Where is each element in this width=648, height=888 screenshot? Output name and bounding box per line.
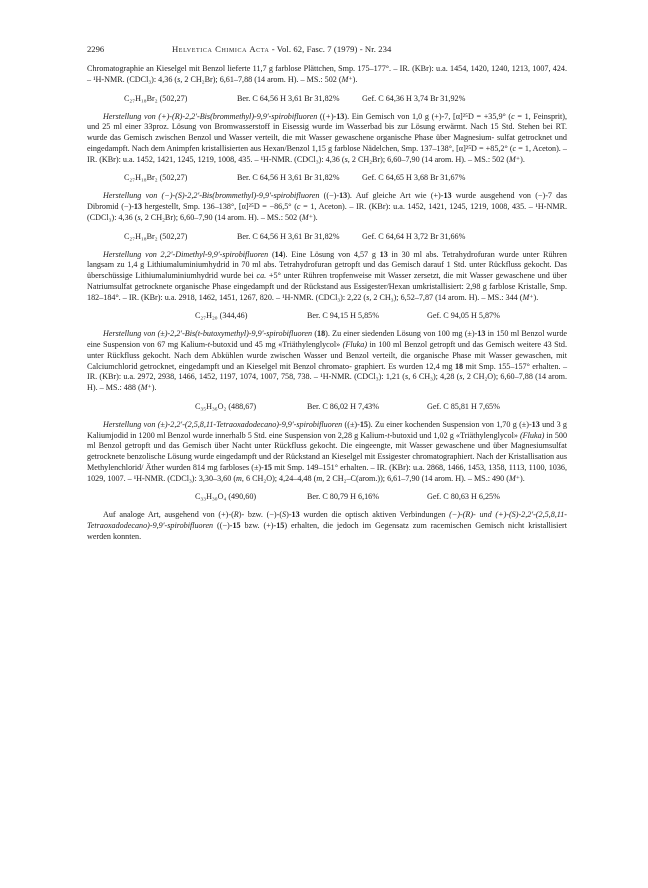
analysis-formula: C₂₇H₁₈Br₂ (502,27) <box>124 173 188 183</box>
italic-text: s <box>137 212 141 222</box>
italic-text: s <box>177 74 181 84</box>
text-run: zwischen Benzol und Wasser verteilt, die mit Wasser gewaschene organische Phase über Magnesium- <box>155 133 495 142</box>
italic-text: (Fluka) <box>342 340 368 349</box>
text-run: , 2 CH₂O); 6,60–7,88 (14 arom. <box>462 372 568 382</box>
text-run: -butoxid und 1,02 g «Triäthylenglycol» <box>389 430 520 440</box>
italic-text: + <box>325 111 331 121</box>
text-run: mit Smp. 149–151° erhalten. – IR. (KBr): u.a. 2868, 1466, 1453, <box>271 462 487 472</box>
italic-text: Herstellung von 2,2′-Dimethyl-9,9′-spirobifluoren <box>103 249 269 259</box>
analysis-found: Gef. C 64,64 H 3,72 Br 31,66% <box>362 231 466 241</box>
text-run: = 1, Aceton). – IR. (KBr): u.a. 1452, 1421, 1245, 1219, 1008, 435. – ¹H-NMR. (CDCl₃): 4,36 <box>87 202 568 222</box>
journal-name: Helvetica Chimica Acta <box>172 44 270 54</box>
text-run: hergestellt, Smp. 136–138°, [α]²⁵D = −86,5° <box>142 202 292 211</box>
elemental-analysis <box>87 492 567 503</box>
text-run: gekocht. Nach dem Abkühlen wurde zwischen Wasser und Benzol verteilt, die organische Phase mit <box>142 350 486 360</box>
compound-number: 13 <box>339 191 348 201</box>
italic-text: R <box>233 510 239 520</box>
analysis-found: Gef. C 85,81 H 7,65% <box>427 401 500 411</box>
article-body <box>87 64 567 543</box>
paragraph <box>87 112 567 166</box>
italic-text: Herstellung von (±)-2,2′-Bis(t-butoxymethyl)-9,9′-spirobifluoren <box>103 329 313 339</box>
text-run: )- <box>286 510 292 520</box>
page-header <box>87 44 567 56</box>
text-run: ). Zu einer <box>367 419 403 429</box>
text-run: bzw. (+)- <box>240 521 277 530</box>
compound-number: 13 <box>531 419 540 429</box>
compound-number: 15 <box>359 419 368 429</box>
text-run: Rückstand aus Essigester/Hexan umkristallisiert: 2,98 g farblose Kristalle, Smp. 182–184°. – IR. (KBr): <box>87 281 567 302</box>
text-run: wurde ausgehend von (−)-7 das Dibromid (−)- <box>87 191 568 211</box>
text-run: «Triäthylenglycol» <box>278 340 343 349</box>
text-run: Wasser gewaschene und über Natriumsulfat getrocknete organische Phase eingedampft und der <box>87 271 568 291</box>
text-run: sulfat getrocknet und eingedampft. Nach dem Animpfen kristallisierten aus Hexan/Benzol 1,15 g <box>87 133 567 153</box>
text-run: ( <box>312 329 318 339</box>
italic-text: M <box>140 383 148 392</box>
italic-text: Herstellung von (−)-(S)-2,2′-Bis(brommethyl)-9,9′-spirobifluoren <box>103 191 320 201</box>
text-run: ⁺). <box>308 212 318 222</box>
elemental-analysis <box>87 311 567 322</box>
italic-text: Herstellung von (±)-2,2′-(2,5,8,11-Tetraoxadodecano)-9,9′-spirobifluoren <box>103 419 343 429</box>
elemental-analysis <box>87 232 567 243</box>
journal-page <box>87 44 567 543</box>
analysis-found: Gef. C 80,63 H 6,25% <box>427 492 500 502</box>
italic-text: t <box>387 430 390 440</box>
text-run: , 2 CH₂Br); 6,61–7,88 (14 arom. H). – <box>180 74 305 84</box>
text-run: ). Zu einer siedenden Lösung <box>325 329 421 339</box>
text-run: = 1, Aceton). – IR. (KBr): u.a. 1452, 1421, 1245, <box>87 143 567 164</box>
text-run: ⁺). <box>529 292 539 302</box>
text-run: u.a. 1454, 1420, 1240, 1213, 1007, 424. – ¹H-NMR. (CDCl₃): 4,36 ( <box>87 64 568 84</box>
text-run: wurden die optisch aktiven Verbindungen <box>299 510 446 520</box>
italic-text: m <box>316 473 323 483</box>
text-run: gewaschene und über Magnesiumsulfat getrocknete benzolische Lösung wurde eingedampft und der <box>87 441 567 461</box>
text-run: ⁺). <box>515 154 525 164</box>
compound-number: 15 <box>276 521 285 530</box>
text-run: wurde im Wasserbad bis zur Lösung erwärmt. Nach 15 Std. Stehen bei RT. wurde das Gemisch <box>87 122 568 142</box>
text-run: u.a. 2918, 1462, 1451, 1267, 820. – ¹H-NMR. (CDCl₃): 2,22 ( <box>164 292 367 302</box>
italic-text: s <box>366 292 370 302</box>
text-run: ( <box>134 212 138 222</box>
text-run: H). – MS.: 488 ( <box>87 383 141 392</box>
elemental-analysis <box>87 402 567 413</box>
analysis-found: Gef. C 64,36 H 3,74 Br 31,92% <box>362 93 466 103</box>
compound-number: 18 <box>454 361 464 371</box>
text-run: ). Eine Lösung von 4,57 g <box>282 249 380 259</box>
text-run: MS.: 502 ( <box>306 74 342 84</box>
text-run: in 30 ml abs. <box>387 249 439 259</box>
analysis-formula: C₂₇H₁₈Br₂ (502,27) <box>124 93 188 103</box>
page-number: 2296 <box>87 44 105 54</box>
italic-text: M <box>508 473 516 483</box>
italic-text: M <box>509 154 516 164</box>
compound-number: 15 <box>232 521 241 530</box>
paragraph <box>87 250 567 304</box>
text-run: +5° unter Rühren tropfenweise mit Wasser zersetzt, die mit <box>266 271 467 280</box>
text-run: farblose Nädelchen, Smp. 137–138°, [α]²⁵D = +85,2° ( <box>334 143 513 153</box>
text-run: von 100 mg (±)- <box>423 329 478 339</box>
paragraph <box>87 191 567 223</box>
compound-number: 14 <box>274 249 283 259</box>
elemental-analysis <box>87 173 567 184</box>
italic-text: Herstellung von (+)-(R)-2,2′-Bis(brommethyl)-9,9′-spirobifluoren <box>103 111 318 121</box>
compound-number: 15 <box>263 462 272 472</box>
analysis-calculated: Ber. C 64,56 H 3,61 Br 31,82% <box>237 231 340 241</box>
italic-text: c <box>512 143 517 153</box>
analysis-calculated: Ber. C 94,15 H 5,85% <box>307 311 379 321</box>
text-run: die jedoch im Gegensatz zum racemischen Gemisch nicht kristallisiert werden konnten. <box>87 521 568 541</box>
compound-number: 13 <box>379 249 388 259</box>
text-run: ( <box>268 249 275 259</box>
text-run: Äther wurden 814 mg farbloses (±)- <box>145 462 264 472</box>
compound-number: 13 <box>133 202 143 211</box>
text-run: 5 Std. eine Suspension von 2,28 g Kalium- <box>247 430 388 440</box>
italic-text: c <box>511 111 515 121</box>
text-run: Rückstand an Kieselgel mit Essigester chromatographiert. Nach der Kristallisation aus Methylenchlorid/ <box>87 452 568 472</box>
elemental-analysis <box>87 94 567 105</box>
analysis-calculated: Ber. C 86,02 H 7,43% <box>307 401 379 411</box>
analysis-calculated: Ber. C 64,56 H 3,61 Br 31,82% <box>237 173 340 183</box>
italic-text: c <box>296 202 301 211</box>
text-run: , 6 CH₂O); 4,24–4,48 <box>241 473 312 483</box>
text-run: , 6 CH₃); 4,28 ( <box>408 372 460 382</box>
text-run: , 2 CH₂Br); 6,60–7,90 (14 arom. H). – MS.: 502 ( <box>347 154 510 164</box>
analysis-calculated: Ber. C 64,56 H 3,61 Br 31,82% <box>237 93 340 103</box>
text-run: 1219, 1008, 435. – ¹H-NMR. (CDCl₃): 4,36 ( <box>197 154 345 164</box>
analysis-calculated: Ber. C 80,79 H 6,16% <box>307 492 379 502</box>
text-run: ( <box>294 202 297 211</box>
italic-text: s <box>344 154 348 164</box>
text-run: ⁺). <box>515 473 525 483</box>
analysis-formula: C₃₅H₃₆O₂ (488,67) <box>195 401 257 411</box>
text-run: ((±)- <box>342 419 360 429</box>
italic-text: M <box>522 292 530 302</box>
text-run: )- <box>330 111 337 121</box>
paragraph <box>87 420 567 485</box>
italic-text: m <box>236 473 242 483</box>
paragraph <box>87 510 567 542</box>
analysis-formula: C₃₃H₃₀O₄ (490,60) <box>195 492 257 502</box>
text-run: -butoxid und 45 mg <box>210 340 276 349</box>
text-run: 1358, 1113, 1100, 1036, 1029, 1007. – ¹H-NMR. (CDCl₃): 3,30–3,60 ( <box>87 462 568 483</box>
text-run: ( <box>313 473 317 483</box>
text-run: (+)- <box>430 191 444 201</box>
italic-text: M <box>341 74 349 84</box>
text-run: )- bzw. (−)-( <box>238 510 283 520</box>
italic-text: S <box>282 510 287 520</box>
text-run: ⁺). <box>147 383 157 392</box>
text-run: = 1, Feinsprit), und 25 ml einer 33proz. Lösung von Bromwasserstoff in Eisessig <box>87 111 567 132</box>
text-run: 1197, 1074, 1007, 758, 738. – ¹H-NMR. (CDCl₃): 1,21 ( <box>219 372 406 382</box>
compound-number: 13 <box>443 191 452 201</box>
italic-text: ca. <box>256 271 267 280</box>
italic-text: (−)-(R)- und (+)-(S)-2,2′-(2,5,8,11-Tetraoxadodecano)-9,9′-spirobifluoren <box>87 510 568 530</box>
analysis-found: Gef. C 94,05 H 5,87% <box>427 311 500 321</box>
italic-text: s <box>405 372 409 382</box>
text-run: Tetrahydrofuran getropft und das Gemisch darauf 1 Std. unter Rückfluss gekocht. Das überschüssige <box>87 260 567 280</box>
text-run: (+)-7, [α]²⁵D = +35,9° ( <box>431 111 512 121</box>
text-run: Tetrahydrofuran wurde unter Rühren langsam zu 1,4 g Lithiumaluminiumhydrid in 70 ml abs. <box>87 249 567 270</box>
text-run: in 500 ml <box>87 430 568 451</box>
text-run: ((−)- <box>319 191 340 201</box>
compound-number: 18 <box>317 329 326 339</box>
text-run: kochenden Suspension von 1,70 g (±)- <box>404 419 532 429</box>
running-title <box>172 44 391 55</box>
text-run: Wasser gewaschen, mit Calciumchlorid getrocknet, eingedampft und an Kieselgel mit Benzol chromato- <box>87 350 567 371</box>
text-run: Benzol getropft und das Gemisch über Nacht unter Rückfluss gekocht. Die eingeengte, mit Wasser <box>98 441 433 451</box>
compound-number: 13 <box>291 510 300 520</box>
analysis-found: Gef. C 64,65 H 3,68 Br 31,67% <box>362 173 466 183</box>
text-run: ). Ein Gemisch von 1,0 g <box>344 111 429 121</box>
compound-number: 13 <box>336 111 345 121</box>
text-run: ) erhalten, <box>284 521 320 530</box>
text-run: in 100 ml Benzol getropft und das Gemisch weitere 43 Std. unter Rückfluss <box>87 340 567 360</box>
text-run: und 3 g Kaliumjodid in 1200 ml Benzol wurde innerhalb <box>87 419 567 440</box>
text-run: ). Auf gleiche Art wie <box>347 191 427 201</box>
text-run: mit Smp. 155–157° erhalten. – IR. (KBr): u.a. 2972, 2938, 1466, 1452, <box>87 361 568 382</box>
analysis-formula: C₂₇H₂₀ (344,46) <box>195 311 248 321</box>
italic-text: s <box>459 372 463 382</box>
text-run: (( <box>317 111 326 121</box>
text-run: in 150 ml Benzol wurde eine Suspension von 67 mg Kalium- <box>87 329 567 349</box>
italic-text: M <box>301 212 309 222</box>
text-run: ((−)- <box>213 521 233 530</box>
text-run: Auf analoge Art, ausgehend von (+)-( <box>103 510 234 520</box>
analysis-formula: C₂₇H₁₈Br₂ (502,27) <box>124 231 188 241</box>
text-run: , 2 CH₂Br); 6,60–7,90 (14 arom. H). – MS.: 502 ( <box>140 212 302 222</box>
paragraph <box>87 64 567 86</box>
italic-text: t <box>207 340 211 349</box>
text-run: graphiert. Es wurden 12,4 mg <box>354 361 455 371</box>
text-run: ⁺). <box>348 74 358 84</box>
text-run: 344 ( <box>505 292 523 302</box>
text-run: , 2 CH₃); 6,52–7,87 (14 arom. H). – MS.: <box>369 292 504 302</box>
paragraph <box>87 329 567 394</box>
journal-issue: - Vol. 62, Fasc. 7 (1979) - Nr. 234 <box>269 44 392 54</box>
text-run: Lithiumaluminiumhydrid wurde bei <box>135 271 257 280</box>
italic-text: (Fluka) <box>519 430 545 440</box>
text-run: Chromatographie an Kieselgel mit Benzol lieferte 11,7 g farblose Plättchen, Smp. 175–177°. – IR. (KBr): <box>87 64 434 73</box>
compound-number: 13 <box>477 329 486 339</box>
text-run: , 2 CH₂–C(arom.)); 6,61–7,90 (14 arom. H). – MS.: 490 ( <box>322 473 509 483</box>
